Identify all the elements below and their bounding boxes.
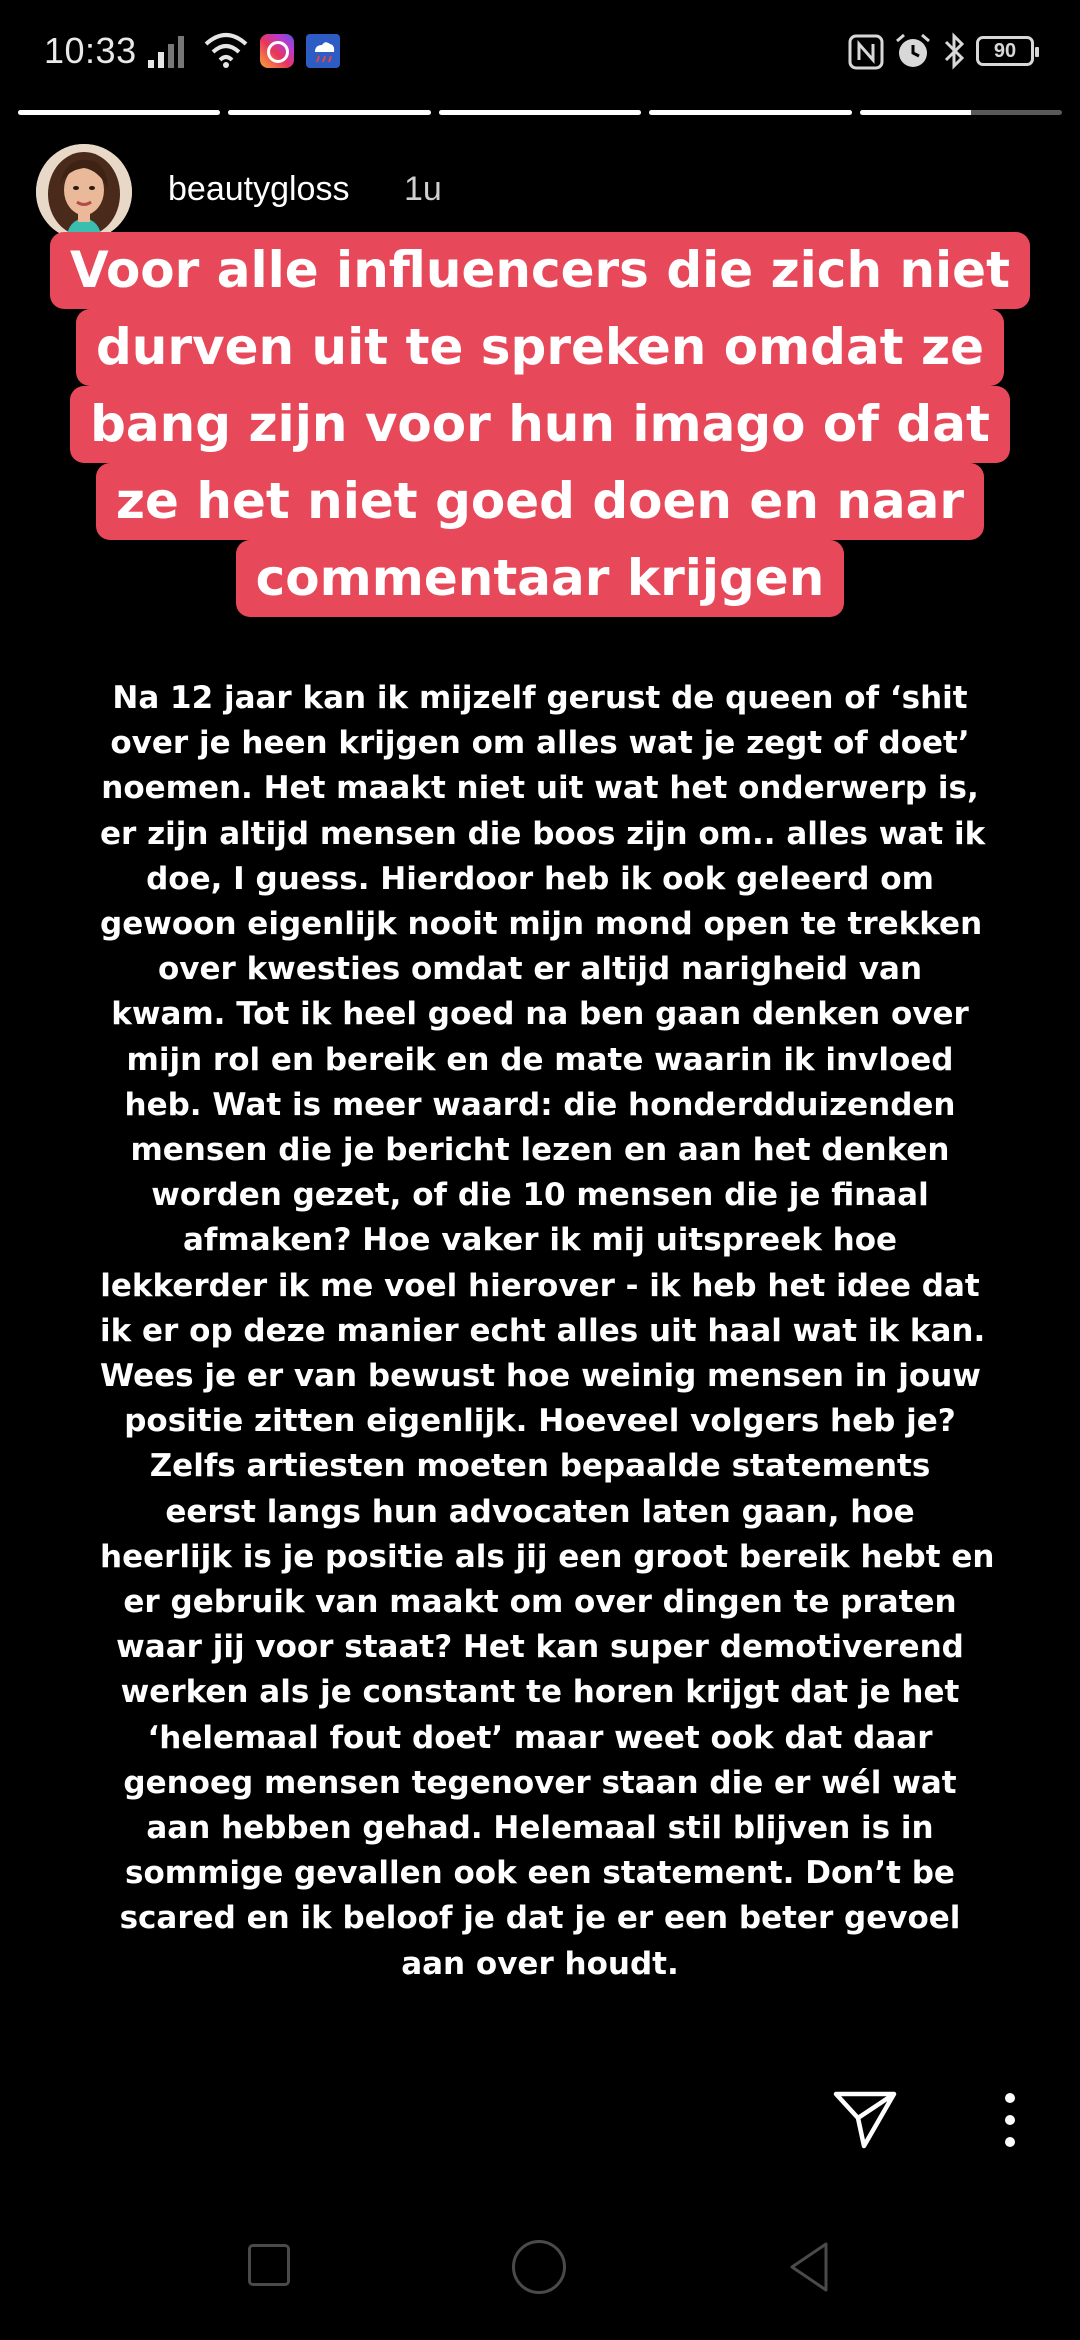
body-line: heerlijk is je positie als jij een groot bereik hebt en (100, 1538, 995, 1575)
headline-line: bang zijn voor hun imago of dat (70, 386, 1010, 463)
body-line: genoeg mensen tegenover staan die er wél wat (123, 1764, 957, 1801)
headline-line: durven uit te spreken omdat ze (76, 309, 1004, 386)
send-icon[interactable] (830, 2082, 900, 2152)
more-options-icon[interactable] (990, 2088, 1030, 2152)
instagram-notif-icon (260, 34, 294, 68)
body-line: lekkerder ik me voel hierover - ik heb het idee dat (100, 1267, 980, 1304)
signal-icon (148, 36, 192, 68)
body-line: ik er op deze manier echt alles uit haal wat ik kan. (100, 1312, 986, 1349)
body-line: werken als je constant te horen krijgt dat je het (120, 1674, 960, 1711)
body-line: aan hebben gehad. Helemaal stil blijven is in (146, 1810, 934, 1847)
body-line: sommige gevallen ook een statement. Don’t be (125, 1855, 955, 1892)
body-line: Zelfs artiesten moeten bepaalde statements (149, 1448, 931, 1485)
body-line: afmaken? Hoe vaker ik mij uitspreek hoe (182, 1222, 898, 1259)
navigation-bar (0, 2220, 1080, 2340)
story-progress (18, 110, 1062, 116)
story-header (0, 140, 1080, 240)
body-line: noemen. Het maakt niet uit wat het onderwerp is, (101, 770, 979, 807)
wifi-icon (204, 32, 248, 68)
progress-fill (439, 110, 641, 115)
progress-fill (228, 110, 430, 115)
username[interactable]: beautygloss (168, 170, 350, 208)
headline-line: ze het niet goed doen en naar (96, 463, 984, 540)
recents-button[interactable] (248, 2244, 290, 2286)
status-bar (0, 0, 1080, 100)
progress-segment (649, 110, 851, 115)
body-line: eerst langs hun advocaten laten gaan, hoe (165, 1493, 915, 1530)
nfc-icon (848, 34, 884, 70)
body-line: over je heen krijgen om alles wat je zegt of doet’ (110, 725, 970, 762)
story-headline (40, 232, 1040, 617)
headline-line: Voor alle influencers die zich niet (50, 232, 1030, 309)
progress-segment (228, 110, 430, 115)
body-line: positie zitten eigenlijk. Hoeveel volgers heb je? (124, 1403, 956, 1440)
status-time: 10:33 (44, 30, 137, 71)
headline-line: commentaar krijgen (236, 540, 845, 617)
body-line: worden gezet, of die 10 mensen die je finaal (151, 1177, 929, 1214)
body-line: Wees je er van bewust hoe weinig mensen in jouw (100, 1358, 981, 1395)
avatar-portrait (36, 144, 132, 240)
battery-level: 90 (993, 40, 1017, 62)
body-line: kwam. Tot ik heel goed na ben gaan denken over (111, 996, 969, 1033)
body-line: ‘helemaal fout doet’ maar weet ook dat daar (147, 1719, 933, 1756)
progress-fill (649, 110, 851, 115)
back-button[interactable] (786, 2240, 832, 2294)
body-line: gewoon eigenlijk nooit mijn mond open te trekken (100, 906, 983, 943)
avatar[interactable] (36, 144, 132, 240)
bluetooth-icon (942, 32, 968, 70)
progress-fill (18, 110, 220, 115)
home-button[interactable] (512, 2240, 566, 2294)
body-line: er gebruik van maakt om over dingen te praten (123, 1584, 957, 1621)
body-line: aan over houdt. (401, 1945, 679, 1982)
body-line: waar jij voor staat? Het kan super demotiverend (116, 1629, 964, 1666)
body-line: mijn rol en bereik en de mate waarin ik invloed (126, 1041, 954, 1078)
progress-segment (439, 110, 641, 115)
battery-icon (976, 36, 1034, 66)
progress-segment (860, 110, 1062, 115)
body-line: mensen die je bericht lezen en aan het denken (130, 1132, 950, 1169)
body-line: scared en ik beloof je dat je er een beter gevoel (119, 1900, 961, 1937)
weather-notif-icon (306, 34, 340, 68)
body-line: Na 12 jaar kan ik mijzelf gerust de queen of ‘shit (112, 680, 968, 716)
progress-fill (860, 110, 971, 115)
body-line: heb. Wat is meer waard: die honderdduizenden (124, 1086, 956, 1123)
body-line: er zijn altijd mensen die boos zijn om.. alles wat ik (100, 815, 986, 852)
alarm-icon (894, 32, 932, 70)
story-body-text (100, 676, 995, 1987)
body-line: doe, I guess. Hierdoor heb ik ook geleerd om (146, 860, 934, 897)
time-ago: 1u (404, 170, 442, 208)
progress-segment (18, 110, 220, 115)
body-line: over kwesties omdat er altijd narigheid van (157, 951, 923, 988)
